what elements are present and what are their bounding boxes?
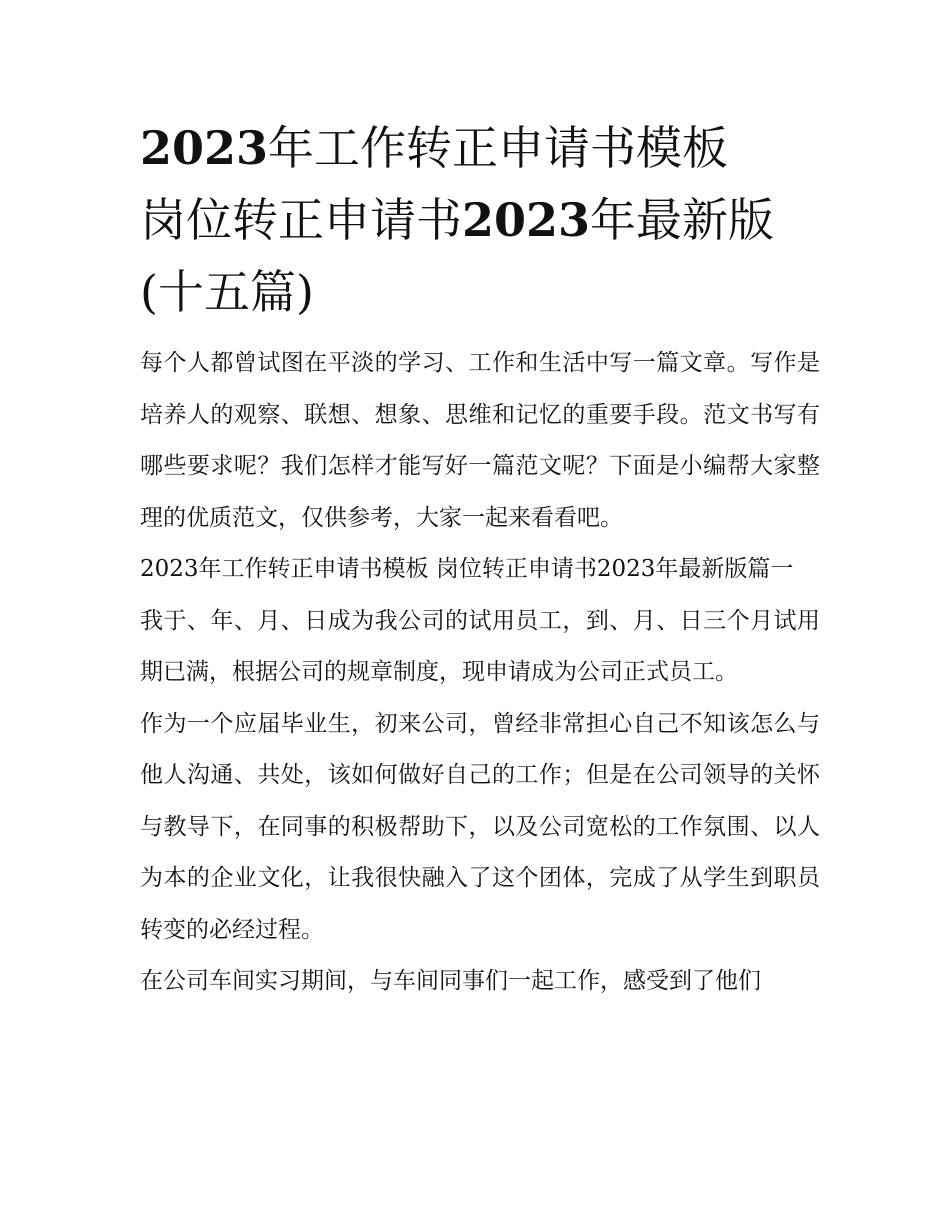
title-text-2: 岗位转正申请书 (140, 193, 462, 247)
title-text-1: 年工作转正申请书模板 (268, 121, 729, 175)
title-text-3: (十五篇) (140, 265, 314, 319)
intro-paragraph: 每个人都曾试图在平淡的学习、工作和生活中写一篇文章。写作是培养人的观察、联想、想象、思维和记忆的重要手段。范文书写有哪些要求呢？我们怎样才能写好一篇范文呢？下面是小编帮大家整理的优质范文，仅供参考，大家一起来看看吧。 (140, 350, 820, 531)
title-year-2: 2023 (462, 193, 591, 247)
body-paragraph-2: 作为一个应届毕业生，初来公司，曾经非常担心自己不知该怎么与他人沟通、共处，该如何做好自己的工作；但是在公司领导的关怀与教导下，在同事的积极帮助下，以及公司宽松的工作氛围、以人为本的企业文化，让我很快融入了这个团体，完成了从学生到职员转变的必经过程。 (140, 710, 820, 943)
document-title (140, 112, 820, 328)
title-tail-2: 年最新版 (590, 193, 775, 247)
title-year-1: 2023 (140, 121, 269, 175)
title-line-3 (140, 256, 820, 328)
section-heading: 2023年工作转正申请书模板 岗位转正申请书2023年最新版篇一 (140, 556, 794, 582)
title-line-1 (140, 112, 820, 184)
title-line-2 (140, 184, 820, 256)
body-paragraph-3: 在公司车间实习期间，与车间同事们一起工作，感受到了他们 (140, 968, 761, 994)
document-page (140, 112, 820, 1008)
body-paragraph-1: 我于、年、月、日成为我公司的试用员工，到、月、日三个月试用期已满，根据公司的规章制度，现申请成为公司正式员工。 (140, 607, 820, 685)
